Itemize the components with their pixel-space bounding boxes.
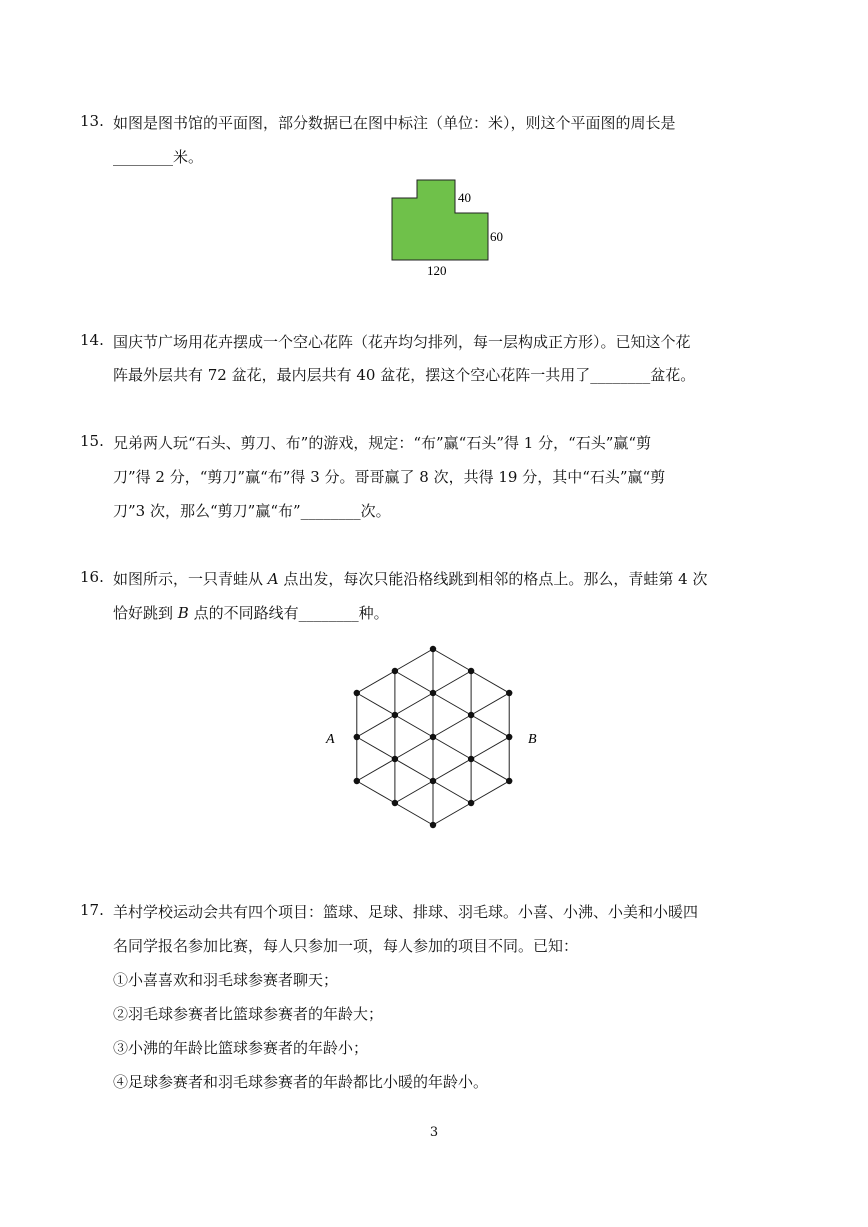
grid-point [506, 734, 512, 740]
grid-line [471, 693, 509, 715]
grid-line [357, 781, 395, 803]
grid-line [433, 781, 471, 803]
grid-line [395, 715, 433, 737]
question-text-line: 恰好跳到 B 点的不同路线有________种。 [113, 604, 389, 622]
grid-point [430, 778, 436, 784]
grid-line [433, 715, 471, 737]
grid-line [395, 759, 433, 781]
label-bottom-length: 120 [427, 263, 447, 278]
condition-item: ④足球参赛者和羽毛球参赛者的年龄都比小暖的年龄小。 [113, 1073, 489, 1091]
question-text-line: 名同学报名参加比赛，每人只参加一项，每人参加的项目不同。已知： [113, 937, 579, 955]
grid-point [468, 800, 474, 806]
question-text-line: 阵最外层共有 72 盆花，最内层共有 40 盆花，摆这个空心花阵一共用了________盆花。 [113, 366, 696, 384]
floor-plan-shape [392, 180, 488, 260]
grid-line [433, 671, 471, 693]
grid-line [433, 759, 471, 781]
grid-line [395, 693, 433, 715]
question-text-line: 如图是图书馆的平面图，部分数据已在图中标注（单位：米），则这个平面图的周长是 [113, 114, 676, 132]
grid-point [354, 778, 360, 784]
question-text-line: 如图所示，一只青蛙从 A 点出发，每次只能沿格线跳到相邻的格点上。那么，青蛙第 4 次 [113, 570, 708, 588]
grid-line [357, 693, 395, 715]
point-b-label: B [528, 732, 537, 747]
condition-item: ②羽毛球参赛者比篮球参赛者的年龄大； [113, 1005, 384, 1023]
grid-line [433, 803, 471, 825]
condition-item: ③小沸的年龄比篮球参赛者的年龄小； [113, 1039, 369, 1057]
grid-line [471, 715, 509, 737]
grid-point [506, 778, 512, 784]
question-text-line: 羊村学校运动会共有四个项目：篮球、足球、排球、羽毛球。小喜、小沸、小美和小暖四 [113, 903, 699, 921]
grid-line [357, 715, 395, 737]
grid-line [471, 671, 509, 693]
grid-line [433, 649, 471, 671]
question-number: 13. [80, 112, 104, 130]
point-a-variable: A [267, 570, 279, 588]
grid-line [357, 737, 395, 759]
grid-line [395, 649, 433, 671]
grid-line [471, 759, 509, 781]
grid-line [395, 803, 433, 825]
grid-point [506, 690, 512, 696]
grid-line [395, 737, 433, 759]
triangular-lattice-figure [318, 625, 548, 845]
grid-line [357, 759, 395, 781]
grid-line [471, 781, 509, 803]
question-text-line: 兄弟两人玩“石头、剪刀、布”的游戏，规定：“布”赢“石头”得 1 分，“石头”赢“剪 [113, 434, 652, 452]
page-number: 3 [429, 1125, 439, 1140]
condition-item: ①小喜喜欢和羽毛球参赛者聊天； [113, 971, 339, 989]
grid-line [433, 737, 471, 759]
grid-line [471, 737, 509, 759]
grid-point [354, 690, 360, 696]
question-text-line: 刀”得 2 分，“剪刀”赢“布”得 3 分。哥哥赢了 8 次，共得 19 分，其中“石头”赢“剪 [113, 468, 666, 486]
label-top-length: 40 [458, 190, 471, 205]
grid-point [468, 668, 474, 674]
grid-point [468, 756, 474, 762]
library-floor-plan-figure [385, 176, 515, 280]
question-number: 16. [80, 568, 104, 586]
question-number: 15. [80, 432, 104, 450]
point-b-variable: B [177, 604, 189, 622]
question-text-line: 刀”3 次，那么“剪刀”赢“布”________次。 [113, 502, 391, 520]
grid-line [395, 671, 433, 693]
grid-point [392, 712, 398, 718]
grid-line [357, 671, 395, 693]
grid-point [392, 756, 398, 762]
grid-point [430, 734, 436, 740]
grid-point [354, 734, 360, 740]
question-text-line: ________米。 [113, 148, 204, 166]
grid-point [430, 646, 436, 652]
question-number: 14. [80, 331, 104, 349]
grid-point [430, 690, 436, 696]
question-number: 17. [80, 901, 104, 919]
grid-point [430, 822, 436, 828]
grid-point [392, 800, 398, 806]
question-text-line: 国庆节广场用花卉摆成一个空心花阵（花卉均匀排列，每一层构成正方形）。已知这个花 [113, 333, 691, 351]
label-right-length: 60 [490, 229, 503, 244]
grid-point [392, 668, 398, 674]
point-a-label: A [326, 732, 335, 747]
grid-line [395, 781, 433, 803]
grid-point [468, 712, 474, 718]
grid-line [433, 693, 471, 715]
